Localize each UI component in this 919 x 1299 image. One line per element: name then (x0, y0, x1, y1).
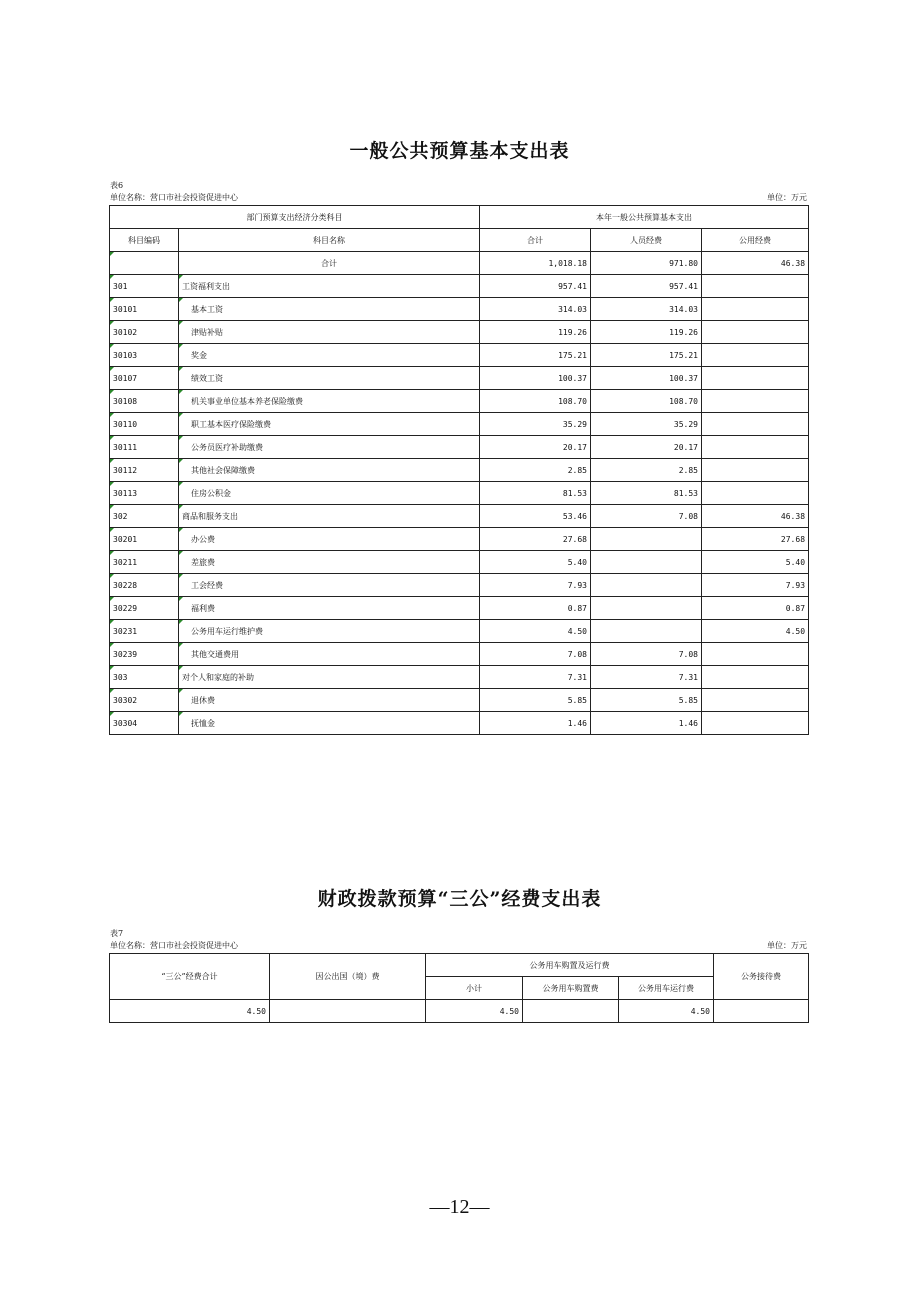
header-name: 科目名称 (179, 229, 480, 252)
row-name: 绩效工资 (179, 367, 480, 390)
table-row (110, 321, 809, 344)
row-personnel: 1.46 (591, 712, 702, 735)
row-name: 津贴补贴 (179, 321, 480, 344)
row-personnel (591, 528, 702, 551)
row-total: 1.46 (480, 712, 591, 735)
row-total: 27.68 (480, 528, 591, 551)
row-public: 4.50 (702, 620, 809, 643)
row-name: 职工基本医疗保险缴费 (179, 413, 480, 436)
header-personnel: 人员经费 (591, 229, 702, 252)
row-total: 7.31 (480, 666, 591, 689)
table-row (110, 689, 809, 712)
row-code: 30113 (110, 482, 179, 505)
header-vehicle-purchase: 公务用车购置费 (523, 977, 619, 1000)
table6-unit-name: 单位名称：营口市社会投资促进中心 (110, 193, 238, 202)
table-row (110, 597, 809, 620)
table-row (110, 620, 809, 643)
total-total: 1,018.18 (480, 252, 591, 275)
row-public (702, 459, 809, 482)
row-name: 公务员医疗补助缴费 (179, 436, 480, 459)
row-personnel (591, 551, 702, 574)
total-label: 合计 (179, 252, 480, 275)
row-total: 7.93 (480, 574, 591, 597)
row-code: 30211 (110, 551, 179, 574)
row-name: 工资福利支出 (179, 275, 480, 298)
row-personnel: 175.21 (591, 344, 702, 367)
header-vehicle-operation: 公务用车运行费 (619, 977, 714, 1000)
table6-number: 表6 (110, 181, 124, 190)
header-code: 科目编码 (110, 229, 179, 252)
table7-unit: 单位：万元 (767, 941, 807, 950)
row-total: 175.21 (480, 344, 591, 367)
row-code: 30302 (110, 689, 179, 712)
header-reception: 公务接待费 (714, 954, 809, 1000)
row-code: 30102 (110, 321, 179, 344)
row-public (702, 413, 809, 436)
value-vehicle-operation: 4.50 (619, 1000, 714, 1023)
table6-title: 一般公共预算基本支出表 (349, 140, 570, 162)
header-total: 合计 (480, 229, 591, 252)
row-code: 30228 (110, 574, 179, 597)
general-budget-basic-expenditure-table (109, 205, 809, 735)
row-code: 30229 (110, 597, 179, 620)
total-code-cell (110, 252, 179, 275)
table6-group-left: 部门预算支出经济分类科目 (110, 206, 480, 229)
total-public: 46.38 (702, 252, 809, 275)
row-total: 314.03 (480, 298, 591, 321)
row-personnel: 957.41 (591, 275, 702, 298)
row-total: 119.26 (480, 321, 591, 344)
row-public (702, 344, 809, 367)
row-public (702, 482, 809, 505)
row-name: 机关事业单位基本养老保险缴费 (179, 390, 480, 413)
table7-value-row (110, 1000, 809, 1023)
row-code: 30103 (110, 344, 179, 367)
row-public (702, 436, 809, 459)
value-reception (714, 1000, 809, 1023)
row-personnel (591, 574, 702, 597)
row-personnel: 314.03 (591, 298, 702, 321)
table-row (110, 367, 809, 390)
row-personnel: 7.08 (591, 643, 702, 666)
row-code: 30304 (110, 712, 179, 735)
row-name: 商品和服务支出 (179, 505, 480, 528)
row-code: 302 (110, 505, 179, 528)
table-row (110, 574, 809, 597)
row-total: 2.85 (480, 459, 591, 482)
table7-number: 表7 (110, 929, 124, 938)
table-row (110, 643, 809, 666)
row-total: 108.70 (480, 390, 591, 413)
row-public (702, 390, 809, 413)
total-personnel: 971.80 (591, 252, 702, 275)
row-code: 301 (110, 275, 179, 298)
row-name: 奖金 (179, 344, 480, 367)
row-code: 30201 (110, 528, 179, 551)
row-total: 4.50 (480, 620, 591, 643)
table-row (110, 528, 809, 551)
row-personnel: 35.29 (591, 413, 702, 436)
row-public (702, 367, 809, 390)
row-total: 20.17 (480, 436, 591, 459)
table-row (110, 390, 809, 413)
row-name: 差旅费 (179, 551, 480, 574)
table-row (110, 298, 809, 321)
table-row (110, 505, 809, 528)
row-personnel: 20.17 (591, 436, 702, 459)
row-code: 30111 (110, 436, 179, 459)
header-abroad: 因公出国（境）费 (270, 954, 426, 1000)
table-row (110, 275, 809, 298)
table7-title: 财政拨款预算“三公”经费支出表 (317, 888, 602, 910)
table-row (110, 666, 809, 689)
row-total: 81.53 (480, 482, 591, 505)
row-code: 30101 (110, 298, 179, 321)
row-code: 30239 (110, 643, 179, 666)
row-public (702, 321, 809, 344)
row-public: 5.40 (702, 551, 809, 574)
row-name: 住房公积金 (179, 482, 480, 505)
row-personnel: 108.70 (591, 390, 702, 413)
row-total: 5.40 (480, 551, 591, 574)
row-name: 退休费 (179, 689, 480, 712)
header-three-public-total: “三公”经费合计 (110, 954, 270, 1000)
row-code: 30108 (110, 390, 179, 413)
row-code: 30110 (110, 413, 179, 436)
value-subtotal: 4.50 (426, 1000, 523, 1023)
table-row (110, 459, 809, 482)
table6-group-right: 本年一般公共预算基本支出 (480, 206, 809, 229)
row-personnel: 7.08 (591, 505, 702, 528)
table-row (110, 344, 809, 367)
table7-unit-name: 单位名称：营口市社会投资促进中心 (110, 941, 238, 950)
row-personnel: 5.85 (591, 689, 702, 712)
row-personnel (591, 620, 702, 643)
row-public: 46.38 (702, 505, 809, 528)
header-vehicle-group: 公务用车购置及运行费 (426, 954, 714, 977)
table-row (110, 413, 809, 436)
row-total: 35.29 (480, 413, 591, 436)
row-code: 303 (110, 666, 179, 689)
row-public: 27.68 (702, 528, 809, 551)
table6-group-header-row (110, 206, 809, 229)
value-three-public-total: 4.50 (110, 1000, 270, 1023)
row-total: 100.37 (480, 367, 591, 390)
row-name: 福利费 (179, 597, 480, 620)
row-total: 5.85 (480, 689, 591, 712)
row-name: 对个人和家庭的补助 (179, 666, 480, 689)
row-public: 0.87 (702, 597, 809, 620)
row-personnel: 81.53 (591, 482, 702, 505)
row-code: 30231 (110, 620, 179, 643)
row-total: 957.41 (480, 275, 591, 298)
value-abroad (270, 1000, 426, 1023)
row-personnel: 119.26 (591, 321, 702, 344)
row-name: 其他交通费用 (179, 643, 480, 666)
row-name: 办公费 (179, 528, 480, 551)
row-total: 7.08 (480, 643, 591, 666)
three-public-expenses-table (109, 953, 809, 1023)
table7-header-row-1 (110, 954, 809, 977)
row-total: 53.46 (480, 505, 591, 528)
row-public (702, 689, 809, 712)
row-total: 0.87 (480, 597, 591, 620)
row-public (702, 298, 809, 321)
row-name: 抚恤金 (179, 712, 480, 735)
header-public: 公用经费 (702, 229, 809, 252)
table-row (110, 482, 809, 505)
row-name: 其他社会保障缴费 (179, 459, 480, 482)
row-name: 基本工资 (179, 298, 480, 321)
page-number: —12— (429, 1196, 490, 1218)
row-public (702, 643, 809, 666)
table-row (110, 436, 809, 459)
row-code: 30107 (110, 367, 179, 390)
table6-total-row (110, 252, 809, 275)
value-vehicle-purchase (523, 1000, 619, 1023)
table-row (110, 551, 809, 574)
table6-unit: 单位：万元 (767, 193, 807, 202)
table-row (110, 712, 809, 735)
row-personnel: 2.85 (591, 459, 702, 482)
row-code: 30112 (110, 459, 179, 482)
row-personnel (591, 597, 702, 620)
table6-header-row (110, 229, 809, 252)
row-name: 公务用车运行维护费 (179, 620, 480, 643)
row-personnel: 100.37 (591, 367, 702, 390)
row-public (702, 666, 809, 689)
row-public: 7.93 (702, 574, 809, 597)
row-public (702, 275, 809, 298)
row-personnel: 7.31 (591, 666, 702, 689)
header-subtotal: 小计 (426, 977, 523, 1000)
row-public (702, 712, 809, 735)
row-name: 工会经费 (179, 574, 480, 597)
